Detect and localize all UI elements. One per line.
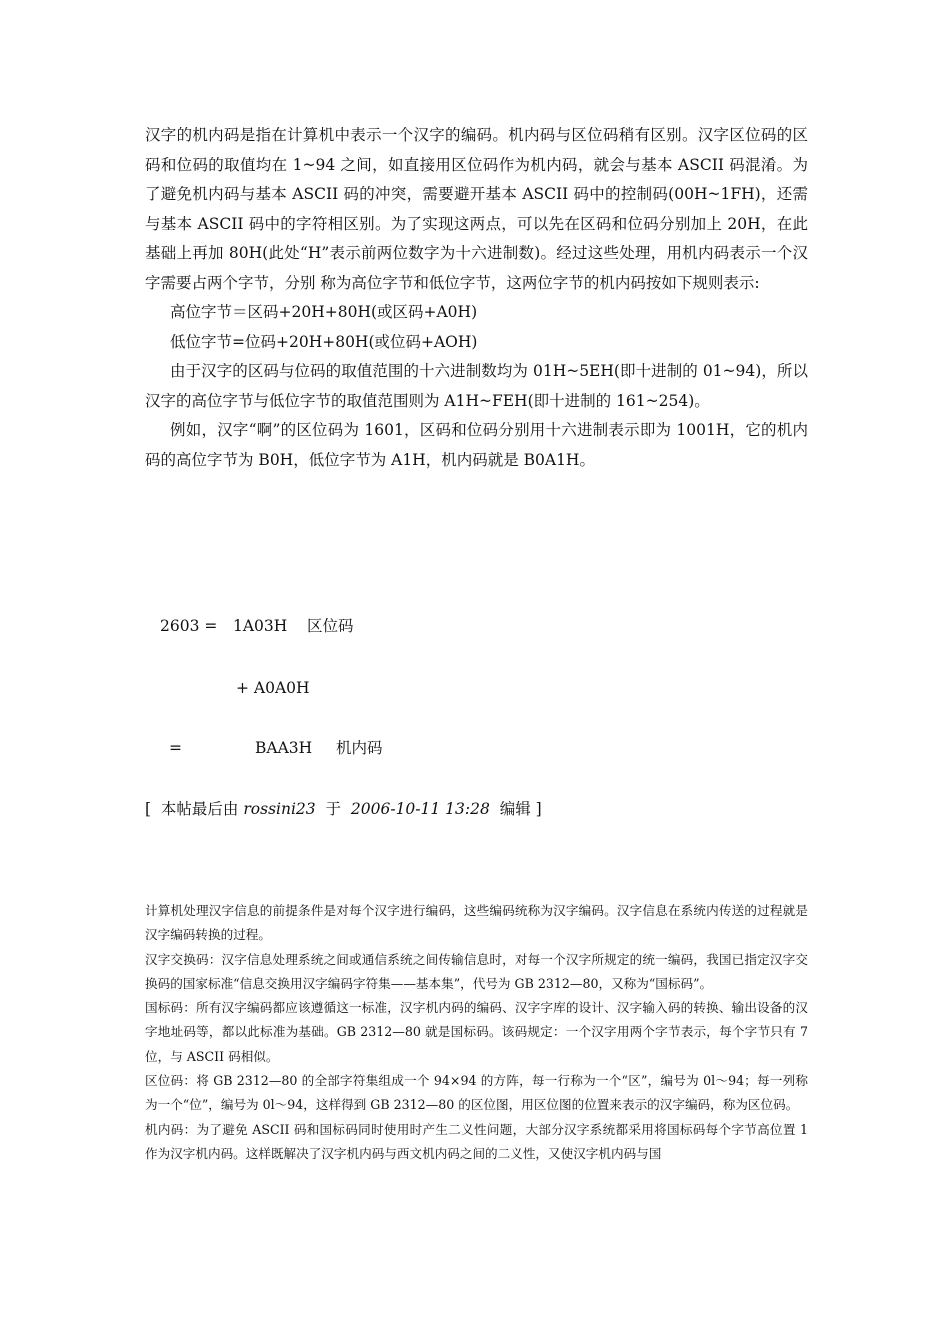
edit-note-user[interactable]: rossini23 [243, 800, 316, 818]
paragraph-quwei-code: 区位码：将 GB 2312—80 的全部字符集组成一个 94×94 的方阵，每一行称为一个“区”，编号为 0l～94；每一列称为一个“位”，编号为 0l～94，这样得到 GB 2312—80 的区位图，用区位图的位置来表示的汉字编码，称为区位码。 [145, 1073, 808, 1113]
calc-label-jinei: 机内码 [336, 739, 383, 757]
paragraph-exchange-code: 汉字交换码：汉字信息处理系统之间或通信系统之间传输信息时，对每一个汉字所规定的统一编码，我国已指定汉字交换码的国家标准“信息交换用汉字编码字符集——基本集”，代号为 GB 2312—80，又称为“国标码”。 [145, 951, 808, 991]
edit-note-mid: 于 [325, 800, 342, 818]
edit-note-prefix: 本帖最后由 [160, 800, 239, 818]
paragraph-range: 由于汉字的区码与位码的取值范围的十六进制数均为 01H~5EH(即十进制的 01~94)，所以汉字的高位字节与低位字节的取值范围则为 A1H~FEH(即十进制的 161~254)。 [145, 362, 808, 410]
paragraph-gb-code: 国标码：所有汉字编码都应该遵循这一标准，汉字机内码的编码、汉字字库的设计、汉字输入码的转换、输出设备的汉字地址码等，都以此标准为基础。GB 2312—80 就是国标码。该码规定：一个汉字用两个字节表示，每个字节只有 7 位，与 ASCII 码相似。 [145, 1000, 808, 1064]
calc-decimal-code: 2603 = [160, 617, 218, 635]
paragraph-example: 例如，汉字“啊”的区位码为 1601，区码和位码分别用十六进制表示即为 1001H，它的机内码的高位字节为 B0H，低位字节为 A1H，机内码就是 B0A1H。 [145, 421, 808, 469]
edit-note-suffix: 编辑 [499, 800, 531, 818]
edit-note [145, 797, 542, 819]
calc-label-quwei: 区位码 [307, 617, 354, 635]
edit-note-close-bracket: ] [535, 800, 542, 818]
edit-note-open-bracket: [ [145, 800, 152, 818]
calc-result-hex: BAA3H [255, 739, 313, 757]
formula-high-byte: 高位字节＝区码+20H+80H(或区码+A0H) [170, 303, 478, 321]
calc-equals: = [169, 739, 182, 757]
edit-note-datetime: 2006-10-11 13:28 [350, 800, 490, 818]
section-encoding-terms [145, 899, 808, 1166]
paragraph-encoding-overview: 计算机处理汉字信息的前提条件是对每个汉字进行编码，这些编码统称为汉字编码。汉字信息在系统内传送的过程就是汉字编码转换的过程。 [145, 903, 808, 943]
paragraph-machine-code: 机内码：为了避免 ASCII 码和国标码同时使用时产生二义性问题，大部分汉字系统都采用将国标码每个字节高位置 1 作为汉字机内码。这样既解决了汉字机内码与西文机内码之间的二义性，又使汉字机内码与国 [145, 1121, 808, 1161]
section-machine-code [145, 121, 808, 475]
calc-addend: + A0A0H [236, 679, 310, 697]
formula-low-byte: 低位字节=位码+20H+80H(或位码+AOH) [170, 332, 478, 351]
paragraph-intro: 汉字的机内码是指在计算机中表示一个汉字的编码。机内码与区位码稍有区别。汉字区位码的区码和位码的取值均在 1~94 之间，如直接用区位码作为机内码，就会与基本 ASCII 码混淆。为了避免机内码与基本 ASCII 码的冲突，需要避开基本 ASCII 码中的控制码(00H~1FH)，还需与基本 ASCII 码中的字符相区别。为了实现这两点，可以先在区码和位码分别加上 20H，在此基础上再加 80H(此处“H”表示前两位数字为十六进制数)。经过这些处理，用机内码表示一个汉字需要占两个字节，分别 称为高位字节和低位字节，这两位字节的机内码按如下规则表示: [145, 126, 808, 292]
calc-hex-code: 1A03H [233, 617, 288, 635]
